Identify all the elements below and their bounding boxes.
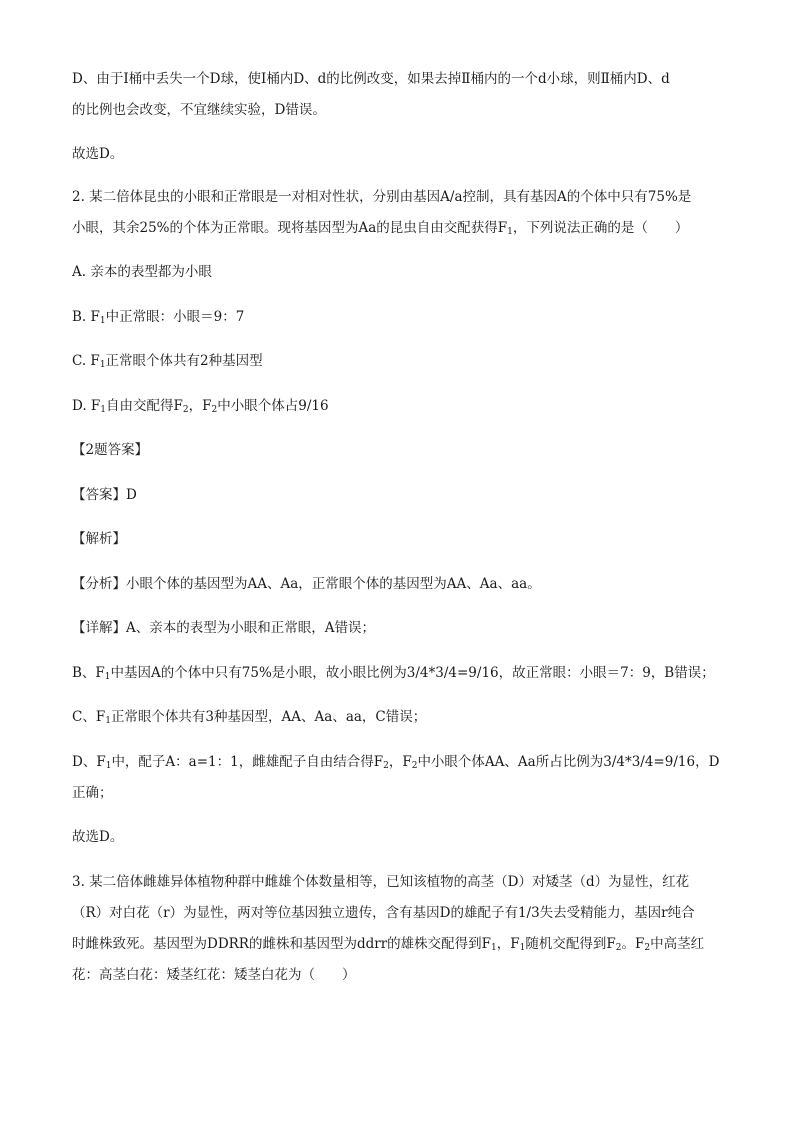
text-run: D、F [72,754,106,770]
subscript: 1 [491,943,497,953]
text-run: A. 亲本的表型都为小眼 [72,264,212,280]
text-run: 时雌株致死。基因型为DDRR的雌株和基因型为ddrr的雄株交配得到F [72,936,492,952]
text-run: 2. 某二倍体昆虫的小眼和正常眼是一对相对性状，分别由基因A/a控制，具有基因A的个体中只有75%是 [72,189,692,205]
text-run: 中基因A的个体中只有75%是小眼，故小眼比例为3/4*3/4=9/16，故正常眼：小眼＝7：9，B错误； [110,665,715,681]
question-3-stem [72,872,732,892]
subscript: 1 [99,360,106,370]
subscript: 2 [383,761,389,771]
text-run: 3. 某二倍体雌雄异体植物种群中雌雄个体数量相等，已知该植物的高茎（D）对矮茎（d）为显性，红花 [72,874,690,890]
text-run: 。F [621,936,645,952]
text-run: 故选D。 [72,829,124,845]
text-run: （R）对白花（r）为显性，两对等位基因独立遗传，含有基因D的雄配子有1/3失去受精能力，基因r纯合 [72,905,695,921]
option-b [72,307,732,327]
subscript: 2 [211,405,218,415]
question-3-stem [72,965,732,985]
explanation [72,752,732,772]
text-line [72,144,732,164]
answer [72,485,732,505]
text-run: 【2题答案】 [72,442,149,458]
text-run: 随机交配得到F [525,936,616,952]
analysis-heading [72,529,732,549]
subscript: 2 [644,943,651,953]
text-run: ，F [188,398,212,414]
subscript: 1 [519,943,526,953]
option-c [72,351,732,371]
subscript: 2 [182,405,189,415]
option-d [72,396,732,416]
subscript: 1 [105,716,111,726]
text-run: 花：高茎白花：矮茎红花：矮茎白花为（ ） [72,967,356,983]
question-2-stem [72,218,732,238]
question-3-stem [72,903,732,923]
explanation [72,618,732,638]
text-run: 【详解】A、亲本的表型为小眼和正常眼，A错误； [72,620,375,636]
text-run: 正确； [72,785,113,801]
text-line [72,69,732,89]
explanation [72,707,732,727]
text-run: ，F [388,754,412,770]
text-run: 的比例也会改变，不宜继续实验，D错误。 [72,102,326,118]
answer-heading [72,440,732,460]
subscript: 1 [105,761,112,771]
conclusion [72,827,732,847]
text-run: C、F [72,709,106,725]
text-run: 中小眼个体AA、Aa所占比例为3/4*3/4=9/16，D [417,754,720,770]
text-run: 中，配子A：a=1：1，雌雄配子自由结合得F [111,754,384,770]
text-run: 【分析】小眼个体的基因型为AA、Aa，正常眼个体的基因型为AA、Aa、aa。 [72,576,541,592]
text-run: 故选D。 [72,146,124,162]
subscript: 1 [104,672,111,682]
text-run: B. F [72,309,100,325]
text-run: 中正常眼：小眼＝9：7 [105,309,245,325]
analysis [72,574,732,594]
text-run: 【答案】D [72,487,137,503]
text-run: ，F [496,936,520,952]
text-run: 小眼，其余25%的个体为正常眼。现将基因型为Aa的昆虫自由交配获得F [72,220,508,236]
subscript: 1 [99,316,106,326]
text-run: 正常眼个体共有2种基因型 [105,353,263,369]
text-run: 【解析】 [72,531,126,547]
option-a [72,262,732,282]
explanation [72,783,732,803]
question-3-stem [72,934,732,954]
subscript: 2 [615,943,622,953]
text-run: D. F [72,398,101,414]
question-2-stem [72,187,732,207]
text-run: 自由交配得F [106,398,183,414]
subscript: 2 [411,761,418,771]
text-line [72,100,732,120]
text-run: B、F [72,665,105,681]
text-run: D、由于Ⅰ桶中丢失一个D球，使Ⅰ桶内D、d的比例改变，如果去掉Ⅱ桶内的一个d小球，则Ⅱ桶内D、d [72,71,670,87]
text-run: 正常眼个体共有3种基因型，AA、Aa、aa，C错误； [110,709,427,725]
explanation [72,663,732,683]
subscript: 1 [507,227,513,237]
text-run: C. F [72,353,100,369]
text-run: 中小眼个体占9/16 [217,398,329,414]
subscript: 1 [100,405,107,415]
text-run: 中高茎红 [650,936,705,952]
text-run: ，下列说法正确的是（ ） [512,220,689,236]
